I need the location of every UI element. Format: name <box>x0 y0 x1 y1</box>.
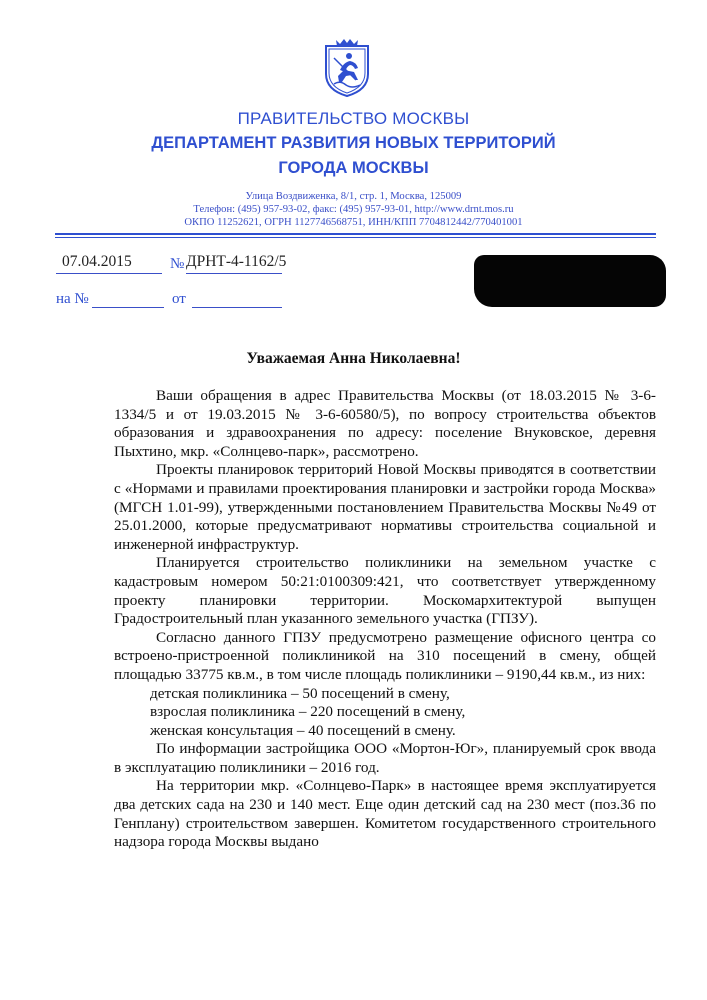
reference-number-underline <box>92 307 164 308</box>
reference-date-underline <box>192 307 282 308</box>
redacted-recipient-block <box>474 255 666 307</box>
paragraph-request: Ваши обращения в адрес Правительства Москвы (от 18.03.2015 № 3-6-1334/5 и от 19.03.2015 № 3-6-60580/5), по вопросу строительства объектов образования и здравоохранения по адресу: поселение Внуковское, деревня Пыхтино, мкр. «Солнцево-парк», рассмотрено. <box>114 387 656 460</box>
header-divider-thin <box>55 237 656 238</box>
date-underline <box>56 273 162 274</box>
letter-number: ДРНТ-4-1162/5 <box>186 253 287 270</box>
letter-body <box>114 387 656 852</box>
reference-date-label: от <box>172 291 186 307</box>
header-divider <box>55 233 656 235</box>
org-address: Улица Воздвиженка, 8/1, стр. 1, Москва, 125009 <box>245 191 462 202</box>
paragraph-developer: По информации застройщика ООО «Мортон-Юг», планируемый срок ввода в эксплуатацию поликлиники – 2016 год. <box>114 740 656 776</box>
number-label: № <box>170 256 185 272</box>
list-item-womens: женская консультация – 40 посещений в смену. <box>150 721 456 739</box>
number-underline <box>186 273 282 274</box>
list-item-adults: взрослая поликлиника – 220 посещений в смену, <box>150 703 466 721</box>
moscow-coat-of-arms-icon <box>322 36 372 98</box>
org-name-line1: ПРАВИТЕЛЬСТВО МОСКВЫ <box>237 109 470 128</box>
paragraph-polyclinic-plan: Планируется строительство поликлиники на земельном участке с кадастровым номером 50:21:0100309:421, что соответствует утвержденному проекту планировки территории. Москомархитектурой выпущен Градостроительный план указанного земельного участка (ГПЗУ). <box>114 554 656 628</box>
org-codes: ОКПО 11252621, ОГРН 1127746568751, ИНН/КПП 7704812442/770401001 <box>184 217 523 228</box>
org-name-line3: ГОРОДА МОСКВЫ <box>278 159 429 177</box>
paragraph-gpzu: Согласно данного ГПЗУ предусмотрено размещение офисного центра со встроено-пристроенной поликлиникой на 310 посещений в смену, общей площадью 33775 кв.м., в том числе площадь поликлиники – 9190,44 кв.м., из них: <box>114 628 656 683</box>
paragraph-kindergartens: На территории мкр. «Солнцево-Парк» в настоящее время эксплуатируется два детских сада на 230 и 140 мест. Еще один детский сад на 230 мест (поз.36 по Генплану) строительством завершен. Комитетом государственного строительного надзора города Москвы выдано <box>114 777 656 851</box>
paragraph-planning-norms: Проекты планировок территорий Новой Москвы приводятся в соответствии с «Нормами и правилами проектирования планировки и застройки города Москва» (МГСН 1.01-99), утвержденными постановлением Правительства Москвы №49 от 25.01.2000, которые предусматривают нормативы строительства социальной и инженерной инфраструктур. <box>114 461 656 553</box>
reference-number-label: на № <box>56 291 89 307</box>
salutation: Уважаемая Анна Николаевна! <box>246 350 461 367</box>
letter-date: 07.04.2015 <box>62 253 132 270</box>
org-contacts: Телефон: (495) 957-93-02, факс: (495) 957-93-01, http://www.drnt.mos.ru <box>193 204 514 215</box>
list-item-children: детская поликлиника – 50 посещений в смену, <box>150 684 450 702</box>
org-name-line2: ДЕПАРТАМЕНТ РАЗВИТИЯ НОВЫХ ТЕРРИТОРИЙ <box>151 134 556 152</box>
